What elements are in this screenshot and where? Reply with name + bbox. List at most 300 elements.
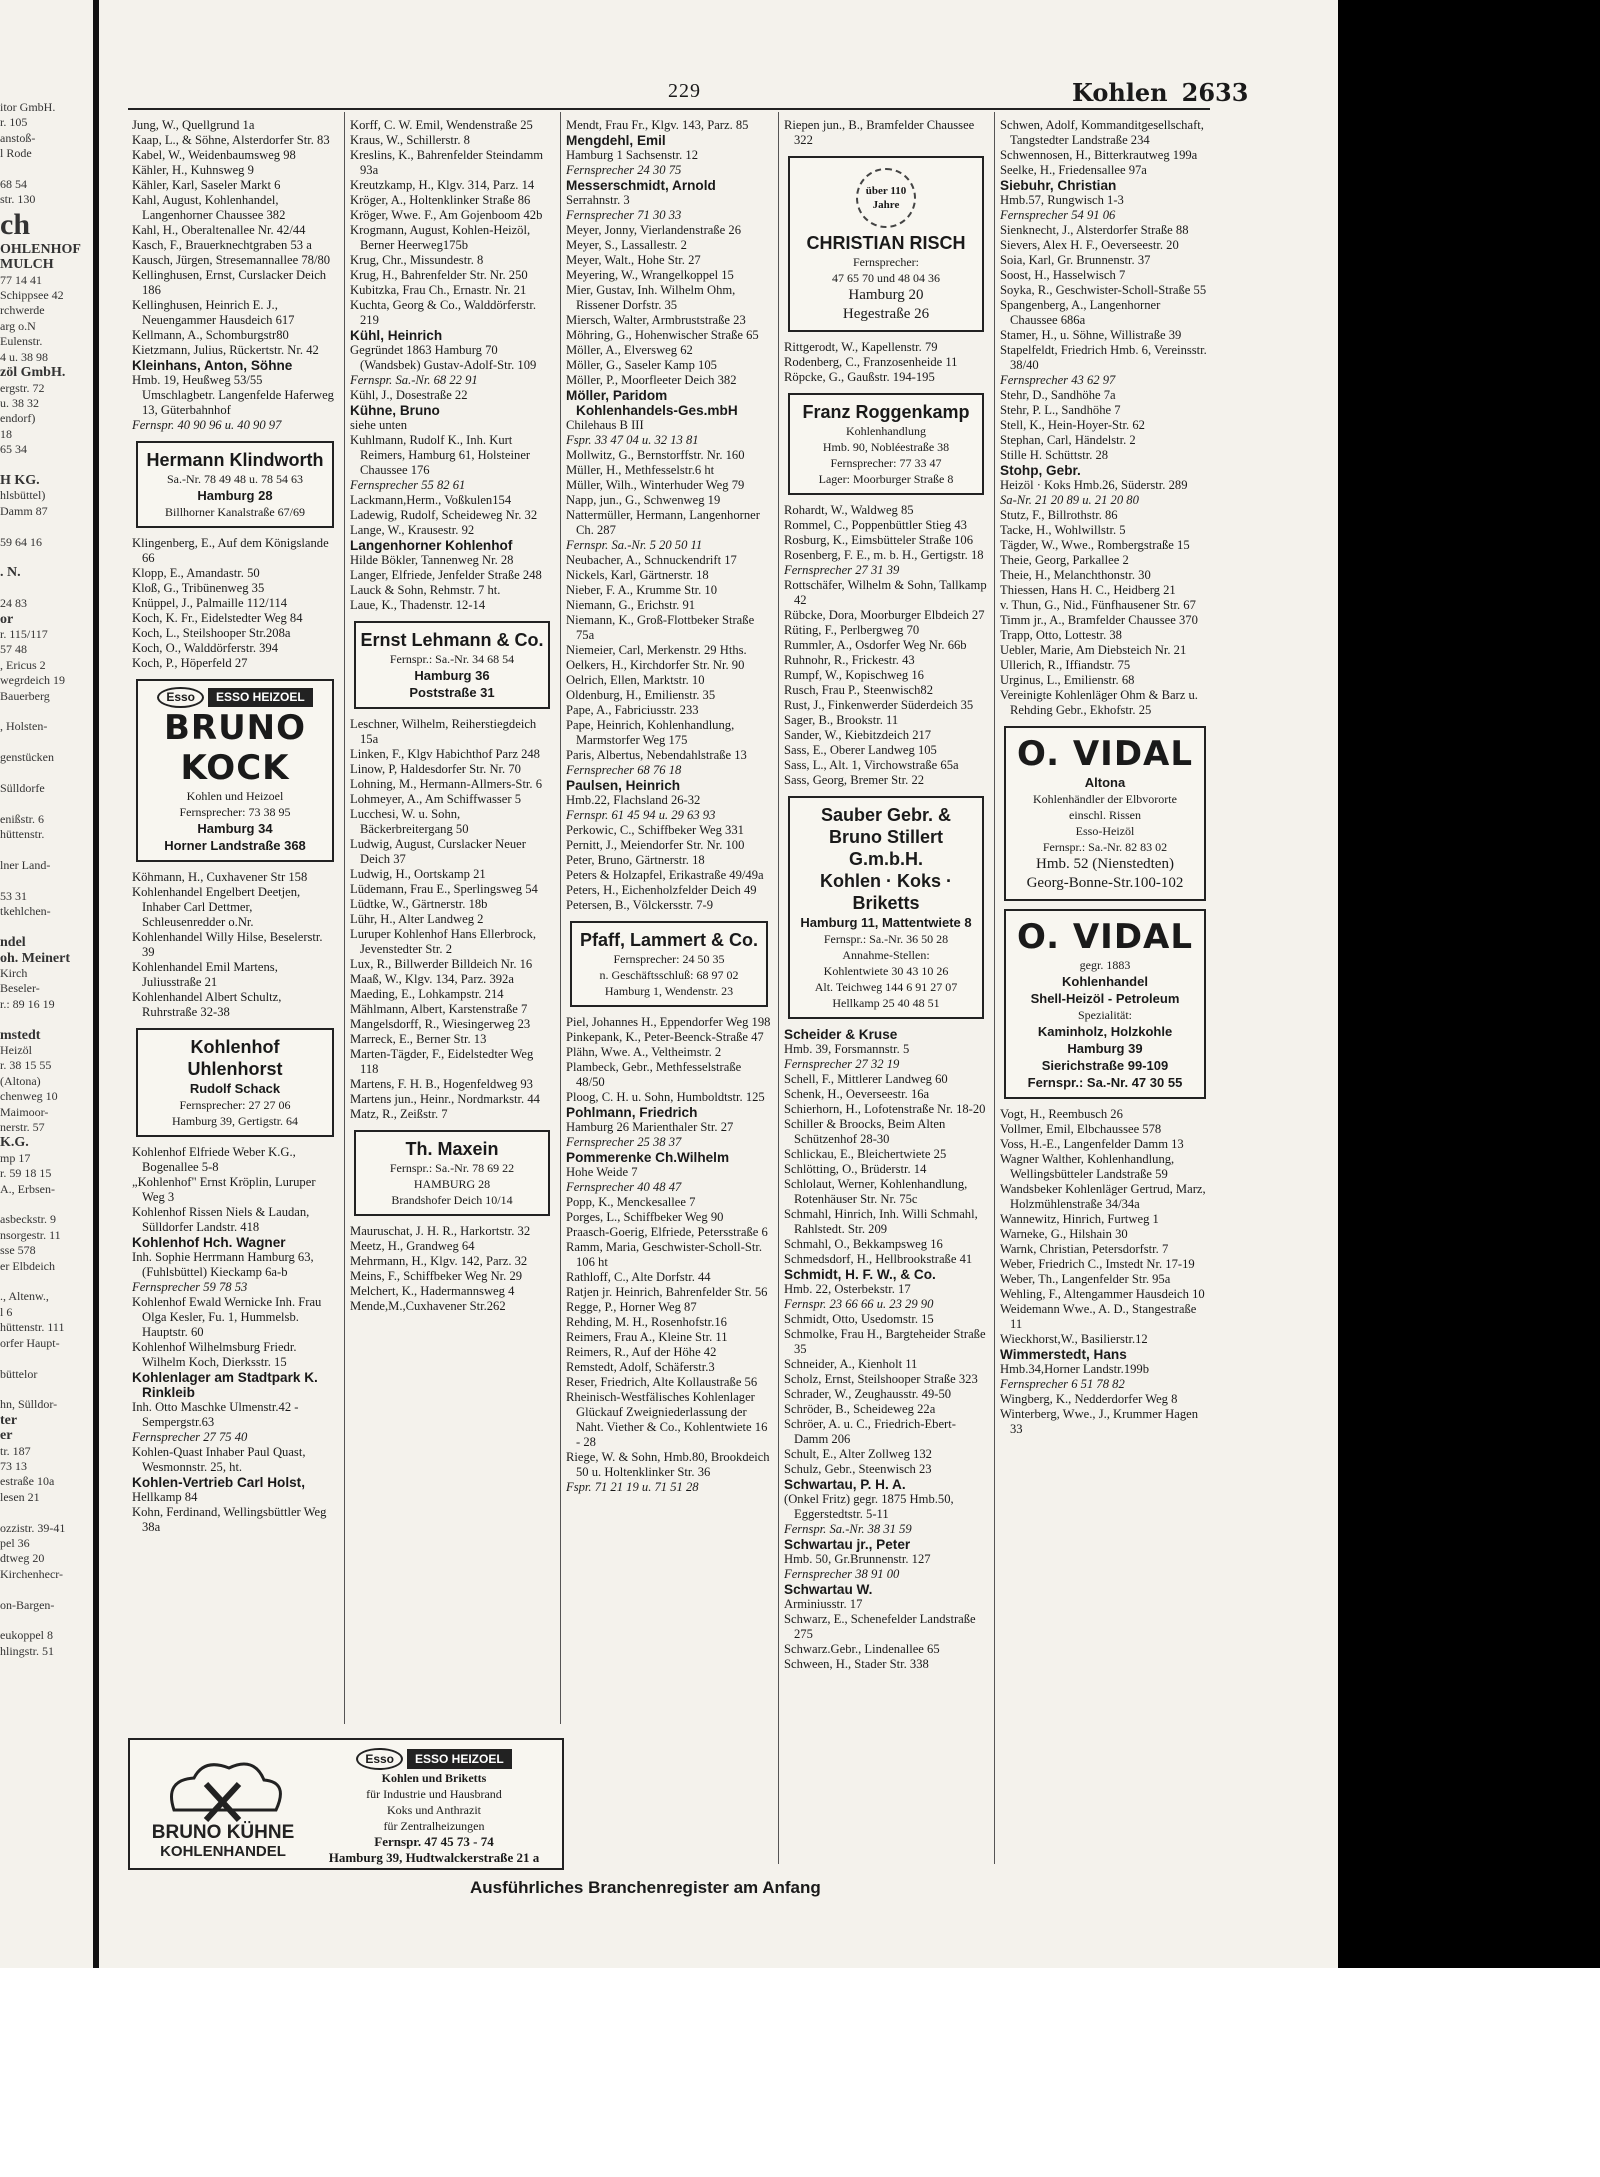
directory-entry: Wandsbeker Kohlenläger Gertrud, Marz, Holzmühlenstraße 34/34a — [1000, 1182, 1206, 1211]
ad-line: Kohlen · Koks · Briketts — [819, 871, 952, 913]
heizoel-brand: ESSO HEIZOEL — [208, 688, 313, 707]
prev-page-fragment: sse 578 — [0, 1243, 36, 1258]
directory-entry: Oelkers, H., Kirchdorfer Str. Nr. 90 — [566, 658, 745, 672]
directory-entry: Schröder, B., Scheideweg 22a — [784, 1402, 936, 1416]
directory-entry: Schwennosen, H., Bitterkrautweg 199a — [1000, 148, 1198, 162]
directory-entry: Niemeier, Carl, Merkenstr. 29 Hths. — [566, 643, 747, 657]
directory-entry: Winterberg, Wwe., J., Krummer Hagen 33 — [1000, 1407, 1199, 1436]
directory-entry: Schulz, Gebr., Steenwisch 23 — [784, 1462, 932, 1476]
ad-line: Annahme-Stellen: — [842, 948, 930, 962]
prev-page-fragment: Kirchenhecr- — [0, 1566, 64, 1581]
kuehne-logo — [144, 1750, 302, 1865]
directory-entry: Kabel, W., Weidenbaumsweg 98 — [132, 148, 296, 162]
phone-line: Fspr. 71 21 19 u. 71 51 28 — [566, 1480, 699, 1494]
directory-entry: Theie, H., Melanchthonstr. 30 — [1000, 568, 1151, 582]
prev-page-fragment: eukoppel 8 — [0, 1628, 53, 1643]
prev-page-fragment: hüttenstr. — [0, 827, 45, 842]
directory-entry: Wingberg, K., Nedderdorfer Weg 8 — [1000, 1392, 1178, 1406]
directory-entry: Lange, W., Krausestr. 92 — [350, 523, 475, 537]
directory-entry: Rodenberg, C., Franzosenheide 11 — [784, 355, 958, 369]
directory-entry: Schlickau, E., Bleichertwiete 25 — [784, 1147, 947, 1161]
prev-page-fragment — [0, 1382, 88, 1397]
prev-page-fragment: , Ericus 2 — [0, 657, 46, 672]
directory-entry: Lühr, H., Alter Landweg 2 — [350, 912, 484, 926]
prev-page-fragment: tkehlchen- — [0, 904, 51, 919]
prev-page-fragment: 4 u. 38 98 — [0, 349, 48, 364]
phone-line: Fernsprecher 43 62 97 — [1000, 373, 1116, 387]
directory-entry: Wieckhorst,W., Basilierstr.12 — [1000, 1332, 1148, 1346]
directory-entry: Möhring, G., Hohenwischer Straße 65 — [566, 328, 759, 342]
directory-entry: Röpcke, G., Gaußstr. 194-195 — [784, 370, 935, 384]
ad-line: Fernsprecher: 27 27 06 — [179, 1098, 291, 1112]
ad-line: Kohlen und Heizoel — [186, 789, 284, 803]
directory-entry: Schmidt, Otto, Usedomstr. 15 — [784, 1312, 934, 1326]
directory-entry: Plähn, Wwe. A., Veltheimstr. 2 — [566, 1045, 722, 1059]
prev-page-fragment: r. 115/117 — [0, 627, 48, 641]
ad-line: Fernspr.: Sa.-Nr. 47 30 55 — [1027, 1075, 1183, 1090]
directory-entry: Miersch, Walter, Armbruststraße 23 — [566, 313, 746, 327]
directory-entry: Chilehaus B III — [566, 418, 644, 432]
ad-line: Georg-Bonne-Str.100-102 — [1026, 875, 1184, 891]
kuehne-logo-text: BRUNO KÜHNE — [151, 1822, 295, 1843]
directory-entry: Kohlen-Quast Inhaber Paul Quast, Wesmonnstr. 25, ht. — [132, 1445, 306, 1474]
directory-entry: Weber, Friedrich C., Imstedt Nr. 17-19 — [1000, 1257, 1195, 1271]
ad-line: Poststraße 31 — [409, 685, 495, 700]
prev-page-fragment — [0, 796, 88, 811]
running-head — [1072, 78, 1248, 107]
ad-line: Brandshofer Deich 10/14 — [391, 1193, 513, 1207]
directory-entry: Sager, B., Brookstr. 11 — [784, 713, 899, 727]
directory-column-5 — [1000, 118, 1210, 1838]
prev-page-fragment: estraße 10a — [0, 1474, 55, 1489]
directory-entry: Lüdtke, W., Gärtnerstr. 18b — [350, 897, 488, 911]
prev-page-fragment: chenweg 10 — [0, 1089, 58, 1104]
directory-entry: Napp, jun., G., Schwenweg 19 — [566, 493, 721, 507]
phone-line: Sa-Nr. 21 20 89 u. 21 20 80 — [1000, 493, 1139, 507]
directory-entry: Krug, H., Bahrenfelder Str. Nr. 250 — [350, 268, 528, 282]
ad-line: O. VIDAL — [1016, 917, 1194, 957]
directory-entry: Krogmann, August, Kohlen-Heizöl, Berner Heerweg175b — [350, 223, 531, 252]
ad-line: Hellkamp 25 40 48 51 — [832, 996, 940, 1010]
directory-entry: Lucchesi, W. u. Sohn, Bäckerbreitergang 50 — [350, 807, 469, 836]
directory-entry: Kohlenhof Wilhelmsburg Friedr. Wilhelm Koch, Dierksstr. 15 — [132, 1340, 297, 1369]
directory-column-4 — [784, 118, 988, 1838]
bold-entry: Kleinhans, Anton, Söhne — [132, 358, 293, 373]
ad-line: Kohlenhändler der Elbvororte — [1033, 792, 1177, 806]
directory-entry: Kausch, Jürgen, Stresemannallee 78/80 — [132, 253, 331, 267]
directory-entry: Kröger, Wwe. F., Am Gojenboom 42b — [350, 208, 543, 222]
directory-entry: Rommel, C., Poppenbüttler Stieg 43 — [784, 518, 967, 532]
prev-page-fragment: K.G. — [0, 1135, 29, 1151]
ad-line: Fernsprecher: 73 38 95 — [179, 805, 291, 819]
directory-entry: Kohn, Ferdinand, Wellingsbüttler Weg 38a — [132, 1505, 327, 1534]
directory-entry: Serrahnstr. 3 — [566, 193, 630, 207]
prev-page-fragment: lesen 21 — [0, 1489, 40, 1504]
prev-page-fragment — [0, 1197, 88, 1212]
ad-line: HAMBURG 28 — [413, 1177, 491, 1191]
directory-entry: Neubacher, A., Schnuckendrift 17 — [566, 553, 737, 567]
prev-page-fragment: Kirch — [0, 965, 28, 980]
prev-page-fragment: 18 — [0, 426, 12, 441]
directory-entry: Peters & Holzapfel, Erikastraße 49/49a — [566, 868, 764, 882]
running-number: 2633 — [1181, 78, 1249, 107]
bold-entry: Möller, Paridom Kohlenhandels-Ges.mbH — [566, 388, 738, 418]
directory-entry: Matz, R., Zeißstr. 7 — [350, 1107, 448, 1121]
ad-line: Fernspr.: Sa.-Nr. 36 50 28 — [823, 932, 949, 946]
directory-entry: Warnk, Christian, Petersdorfstr. 7 — [1000, 1242, 1169, 1256]
bold-entry: Schwartau, P. H. A. — [784, 1477, 906, 1492]
prev-page-fragment: hlsbüttel) — [0, 488, 46, 503]
directory-entry: Stapelfeldt, Friedrich Hmb. 6, Vereinsstr. 38/40 — [1000, 343, 1207, 372]
ad-line: Hamburg 39 — [1067, 1041, 1143, 1056]
esso-logo-icon: Esso — [157, 687, 204, 708]
directory-entry: Kuchta, Georg & Co., Walddörferstr. 219 — [350, 298, 536, 327]
prev-page-fragment — [0, 874, 88, 889]
directory-entry: Rusch, Frau P., Steenwisch82 — [784, 683, 934, 697]
directory-entry: Martens jun., Heinr., Nordmarkstr. 44 — [350, 1092, 540, 1106]
directory-entry: Kähler, Karl, Saseler Markt 6 — [132, 178, 281, 192]
prev-page-fragment: enißstr. 6 — [0, 811, 44, 826]
advertisement-box — [788, 796, 984, 1019]
column-rule — [344, 112, 345, 1724]
directory-entry: Sienknecht, J., Alsterdorfer Straße 88 — [1000, 223, 1189, 237]
directory-entry: Sass, L., Alt. 1, Virchowstraße 65a — [784, 758, 959, 772]
directory-entry: Kasch, F., Brauerknechtgraben 53 a — [132, 238, 312, 252]
prev-page-fragment — [0, 1505, 88, 1520]
directory-entry: Linken, F., Klgv Habichthof Parz 248 — [350, 747, 540, 761]
directory-entry: Peter, Bruno, Gärtnerstr. 18 — [566, 853, 705, 867]
directory-entry: Ullerich, R., Iffiandstr. 75 — [1000, 658, 1131, 672]
phone-line: Fernsprecher 27 75 40 — [132, 1430, 248, 1444]
directory-entry: Inh. Sophie Herrmann Hamburg 63, (Fuhlsbüttel) Kieckamp 6a-b — [132, 1250, 314, 1279]
section-title: Kohlen — [1072, 78, 1168, 107]
phone-line: Fernsprecher 38 91 00 — [784, 1567, 900, 1581]
ad-line: Hmb. 52 (Nienstedten) — [1036, 856, 1174, 872]
directory-entry: Meyer, Walt., Hohe Str. 27 — [566, 253, 701, 267]
directory-entry: Riepen jun., B., Bramfelder Chaussee 322 — [784, 118, 975, 147]
prev-page-fragment: OHLENHOF — [0, 241, 81, 257]
ad-line: BRUNO KOCK — [163, 708, 307, 788]
prev-page-fragment: 24 83 — [0, 596, 27, 611]
directory-entry: Timm jr., A., Bramfelder Chaussee 370 — [1000, 613, 1198, 627]
directory-entry: Möller, G., Saseler Kamp 105 — [566, 358, 717, 372]
directory-entry: Seelke, H., Friedensallee 97a — [1000, 163, 1147, 177]
directory-entry: Kahl, H., Oberaltenallee Nr. 42/44 — [132, 223, 306, 237]
directory-entry: Vollmer, Emil, Elbchaussee 578 — [1000, 1122, 1162, 1136]
prev-page-fragment: l 6 — [0, 1304, 13, 1319]
directory-entry: Ruhnohr, R., Frickestr. 43 — [784, 653, 915, 667]
directory-entry: siehe unten — [350, 418, 408, 432]
prev-page-fragment — [0, 766, 88, 781]
directory-entry: Schult, E., Alter Zollweg 132 — [784, 1447, 932, 1461]
bold-entry: Schwartau jr., Peter — [784, 1537, 911, 1552]
directory-entry: Sievers, Alex H. F., Oeverseestr. 20 — [1000, 238, 1179, 252]
directory-entry: Schneider, A., Kienholt 11 — [784, 1357, 918, 1371]
prev-page-fragment: genstücken — [0, 750, 54, 765]
directory-entry: Rottschäfer, Wilhelm & Sohn, Tallkamp 42 — [784, 578, 987, 607]
directory-entry: Möller, A., Elversweg 62 — [566, 343, 693, 357]
directory-entry: Schwen, Adolf, Kommanditgesellschaft, Tangstedter Landstraße 234 — [1000, 118, 1204, 147]
prev-page-fragment: asbeckstr. 9 — [0, 1212, 56, 1227]
page-gutter — [93, 0, 99, 1968]
directory-entry: Hohe Weide 7 — [566, 1165, 638, 1179]
kuehne-ad-line: für Industrie und Hausbrand — [366, 1787, 502, 1801]
bold-entry: Siebuhr, Christian — [1000, 178, 1117, 193]
ad-line: einschl. Rissen — [1069, 808, 1141, 822]
ad-line: Ernst Lehmann & Co. — [360, 630, 544, 650]
phone-line: Fernspr. Sa.-Nr. 38 31 59 — [784, 1522, 912, 1536]
ad-line: Billhorner Kanalstraße 67/69 — [165, 505, 305, 519]
directory-entry: Stell, K., Hein-Hoyer-Str. 62 — [1000, 418, 1145, 432]
prev-page-fragment: , Holsten- — [0, 719, 48, 734]
prev-page-fragment: tr. 187 — [0, 1443, 31, 1458]
directory-entry: Melchert, K., Hadermannsweg 4 — [350, 1284, 515, 1298]
directory-entry: Köhmann, H., Cuxhavener Str 158 — [132, 870, 308, 884]
directory-entry: Kohlenhandel Willy Hilse, Beselerstr. 39 — [132, 930, 323, 959]
prev-page-fragment: endorf) — [0, 411, 36, 426]
directory-entry: Peters, H., Eichenholzfelder Deich 49 — [566, 883, 757, 897]
directory-entry: Schmolke, Frau H., Bargteheider Straße 35 — [784, 1327, 986, 1356]
directory-entry: Mehrmann, H., Klgv. 142, Parz. 32 — [350, 1254, 528, 1268]
ad-line: 47 65 70 und 48 04 36 — [832, 271, 940, 285]
directory-entry: Vogt, H., Reembusch 26 — [1000, 1107, 1123, 1121]
directory-entry: Plambeck, Gebr., Methfesselstraße 48/50 — [566, 1060, 742, 1089]
directory-entry: Koch, O., Walddörferstr. 394 — [132, 641, 279, 655]
directory-entry: Rheinisch-Westfälisches Kohlenlager Glückauf Zweigniederlassung der Naht. Viether & Co., Kohlentwiete 16 - 28 — [566, 1390, 768, 1449]
directory-entry: Perkowic, C., Schiffbeker Weg 331 — [566, 823, 744, 837]
directory-entry: Nieber, F. A., Krumme Str. 10 — [566, 583, 718, 597]
directory-entry: Kellmann, A., Schomburgstr80 — [132, 328, 289, 342]
coal-pile-icon — [144, 1750, 302, 1860]
advertisement-box — [1004, 909, 1206, 1099]
directory-entry: Stehr, P. L., Sandhöhe 7 — [1000, 403, 1121, 417]
prev-page-fragment: er Elbdeich — [0, 1258, 55, 1273]
advertisement-box — [354, 1130, 550, 1216]
ad-line: Hamburg 39, Gertigstr. 64 — [171, 1114, 299, 1128]
directory-entry: Hmb.57, Rungwisch 1-3 — [1000, 193, 1124, 207]
ad-line: Hamburg 34 — [197, 821, 273, 836]
prev-page-fragment: H KG. — [0, 472, 40, 488]
directory-entry: Müller, H., Methfesselstr.6 ht — [566, 463, 715, 477]
directory-entry: Schween, H., Stader Str. 338 — [784, 1657, 929, 1671]
prev-page-fragment: Heizöl — [0, 1042, 32, 1057]
prev-page-fragment: itor GmbH. — [0, 100, 56, 114]
advertisement-box — [136, 1028, 334, 1137]
directory-entry: Rüting, F., Perlbergweg 70 — [784, 623, 920, 637]
directory-entry: Kreutzkamp, H., Klgv. 314, Parz. 14 — [350, 178, 535, 192]
directory-entry: Pinkepank, K., Peter-Beenck-Straße 47 — [566, 1030, 764, 1044]
directory-entry: Weber, Th., Langenfelder Str. 95a — [1000, 1272, 1171, 1286]
directory-entry: Rust, J., Finkenwerder Süderdeich 35 — [784, 698, 974, 712]
prev-page-fragment — [0, 581, 88, 596]
prev-page-fragment: 65 34 — [0, 442, 27, 457]
directory-entry: Gegründet 1863 Hamburg 70 (Wandsbek) Gustav-Adolf-Str. 109 — [350, 343, 537, 372]
bold-entry: Scheider & Kruse — [784, 1027, 898, 1042]
directory-entry: Reser, Friedrich, Alte Kollaustraße 56 — [566, 1375, 758, 1389]
ad-line: Sierichstraße 99-109 — [1041, 1058, 1169, 1073]
directory-entry: Praasch-Goerig, Elfriede, Petersstraße 6 — [566, 1225, 768, 1239]
bold-entry: Kohlenhof Hch. Wagner — [132, 1235, 286, 1250]
prev-page-fragment — [0, 920, 88, 935]
directory-entry: Pernitt, J., Meiendorfer Str. Nr. 100 — [566, 838, 745, 852]
ad-line: Hermann Klindworth — [146, 450, 324, 470]
prev-page-fragment: Beseler- — [0, 981, 40, 996]
kuehne-logo-sub: KOHLENHANDEL — [160, 1843, 286, 1860]
advertisement-box — [136, 679, 334, 862]
directory-entry: Kreslins, K., Bahrenfelder Steindamm 93a — [350, 148, 544, 177]
directory-entry: Meetz, H., Grandweg 64 — [350, 1239, 475, 1253]
prev-page-fragment: 77 14 41 — [0, 272, 42, 287]
ad-line: Kohlenhof Uhlenhorst — [187, 1037, 283, 1079]
directory-entry: Heizöl · Koks Hmb.26, Süderstr. 289 — [1000, 478, 1188, 492]
directory-entry: Nickels, Karl, Gärtnerstr. 18 — [566, 568, 709, 582]
directory-entry: Mendt, Frau Fr., Klgv. 143, Parz. 85 — [566, 118, 749, 132]
prev-page-fragment: l Rode — [0, 146, 32, 161]
prev-page-fragment — [0, 1274, 88, 1289]
advertisement-box — [788, 156, 984, 332]
prev-page-fragment: anstoß- — [0, 130, 36, 145]
ad-line: Bruno Stillert G.m.b.H. — [828, 827, 943, 869]
prev-page-fragment — [0, 1012, 88, 1027]
directory-entry: Maaß, W., Klgv. 134, Parz. 392a — [350, 972, 514, 986]
directory-entry: Ladewig, Rudolf, Scheideweg Nr. 32 — [350, 508, 538, 522]
prev-page-fragment: hüttenstr. 111 — [0, 1320, 65, 1335]
directory-entry: Rumpf, W., Kopischweg 16 — [784, 668, 924, 682]
prev-page-fragment: dtweg 20 — [0, 1551, 45, 1566]
prev-page-fragment: zöl GmbH. — [0, 365, 66, 381]
directory-entry: Mählmann, Albert, Karstenstraße 7 — [350, 1002, 528, 1016]
directory-entry: Langer, Elfriede, Jenfelder Straße 248 — [350, 568, 542, 582]
directory-column-2 — [350, 118, 554, 1730]
kuehne-ad-line: Fernspr. 47 45 73 - 74 — [374, 1834, 494, 1849]
directory-entry: Kohlenhandel Engelbert Deetjen, Inhaber Carl Dettmer, Schleusenredder o.Nr. — [132, 885, 301, 929]
directory-entry: Hmb.22, Flachsland 26-32 — [566, 793, 701, 807]
ad-line: Hamburg 11, Mattentwiete 8 — [800, 915, 972, 930]
ad-line: Fernsprecher: 77 33 47 — [830, 456, 942, 470]
bold-entry: Pommerenke Ch.Wilhelm — [566, 1150, 730, 1165]
directory-entry: Kloß, G., Tribünenweg 35 — [132, 581, 265, 595]
prev-page-fragment: r.: 89 16 19 — [0, 996, 55, 1011]
phone-line: Fspr. 33 47 04 u. 32 13 81 — [566, 433, 699, 447]
directory-entry: Ludwig, H., Oortskamp 21 — [350, 867, 486, 881]
kuehne-ad-line: für Zentralheizungen — [383, 1819, 485, 1833]
prev-page-fragment: on-Bargen- — [0, 1597, 55, 1612]
directory-entry: Wehling, F., Altengammer Hausdeich 10 — [1000, 1287, 1205, 1301]
advertisement-box — [354, 621, 550, 709]
directory-entry: Kohlenhof Elfriede Weber K.G., Bogenallee 5-8 — [132, 1145, 296, 1174]
directory-entry: Tägder, W., Wwe., Rombergstraße 15 — [1000, 538, 1190, 552]
prev-page-fragment: ergstr. 72 — [0, 380, 45, 395]
prev-page-fragment: or — [0, 611, 14, 627]
prev-page-fragment: ndel — [0, 935, 26, 951]
phone-line: Fernsprecher 55 82 61 — [350, 478, 466, 492]
directory-entry: Meyer, Jonny, Vierlandenstraße 26 — [566, 223, 742, 237]
prev-page-fragment: lner Land- — [0, 858, 51, 873]
previous-page-edge — [0, 100, 88, 1960]
prev-page-fragment: Damm 87 — [0, 503, 48, 518]
header-rule — [128, 108, 1210, 110]
directory-entry: Kohlenhandel Emil Martens, Juliusstraße 21 — [132, 960, 278, 989]
directory-entry: Theie, Georg, Parkallee 2 — [1000, 553, 1129, 567]
ad-line: Alt. Teichweg 144 6 91 27 07 — [814, 980, 958, 994]
prev-page-fragment: oh. Meinert — [0, 950, 70, 966]
ad-line: Kaminholz, Holzkohle — [1037, 1024, 1173, 1039]
ad-line: Hmb. 90, Nobléestraße 38 — [822, 440, 950, 454]
phone-line: Fernsprecher 54 91 06 — [1000, 208, 1116, 222]
directory-entry: Niemann, K., Groß-Flottbeker Straße 75a — [566, 613, 755, 642]
prev-page-fragment: Maimoor- — [0, 1104, 49, 1119]
prev-page-fragment: Eulenstr. — [0, 334, 43, 349]
directory-entry: Soost, H., Hasselwisch 7 — [1000, 268, 1126, 282]
prev-page-fragment: (Altona) — [0, 1073, 41, 1088]
directory-entry: Sass, E., Oberer Landweg 105 — [784, 743, 937, 757]
bold-entry: Messerschmidt, Arnold — [566, 178, 716, 193]
ad-line: Fernspr.: Sa.-Nr. 82 83 02 — [1042, 840, 1168, 854]
directory-entry: Klopp, E., Amandastr. 50 — [132, 566, 260, 580]
directory-entry: Scholz, Ernst, Steilshooper Straße 323 — [784, 1372, 978, 1386]
directory-entry: Schlolaut, Werner, Kohlenhandlung, Rotenhäuser Str. Nr. 75c — [784, 1177, 968, 1206]
directory-entry: Oldenburg, H., Emilienstr. 35 — [566, 688, 716, 702]
directory-entry: Hmb. 39, Forsmannstr. 5 — [784, 1042, 910, 1056]
directory-entry: Schmahl, O., Bekkampsweg 16 — [784, 1237, 943, 1251]
directory-entry: Warneke, G., Hilshain 30 — [1000, 1227, 1128, 1241]
bold-entry: Kohlenlager am Stadtpark K. Rinkleib — [132, 1370, 318, 1400]
directory-entry: Kellinghusen, Ernst, Curslacker Deich 186 — [132, 268, 327, 297]
directory-entry: Schrader, W., Zeughausstr. 49-50 — [784, 1387, 952, 1401]
bold-entry: Schwartau W. — [784, 1582, 873, 1597]
ad-line: Shell-Heizöl - Petroleum — [1030, 991, 1180, 1006]
ad-line: gegr. 1883 — [1079, 958, 1131, 972]
directory-entry: Rosenberg, F. E., m. b. H., Gertigstr. 18 — [784, 548, 984, 562]
prev-page-fragment: . N. — [0, 565, 21, 581]
directory-entry: Inh. Otto Maschke Ulmenstr.42 - Sempergstr.63 — [132, 1400, 299, 1429]
prev-page-fragment — [0, 1351, 88, 1366]
prev-page-fragment: nerstr. 57 — [0, 1120, 45, 1134]
directory-entry: Mangelsdorff, R., Wiesingerweg 23 — [350, 1017, 531, 1031]
advertisement-box — [136, 441, 334, 528]
prev-page-fragment — [0, 843, 88, 858]
ad-line: Hegestraße 26 — [842, 306, 930, 322]
directory-entry: Ploog, C. H. u. Sohn, Humboldtstr. 125 — [566, 1090, 765, 1104]
directory-entry: Thiessen, Hans H. C., Heidberg 21 — [1000, 583, 1176, 597]
phone-line: Fernsprecher 71 30 33 — [566, 208, 682, 222]
column-rule — [994, 112, 995, 1864]
directory-entry: Ratjen jr. Heinrich, Bahrenfelder Str. 56 — [566, 1285, 768, 1299]
directory-entry: Meyering, W., Wrangelkoppel 15 — [566, 268, 734, 282]
directory-entry: Porges, L., Schiffbeker Weg 90 — [566, 1210, 724, 1224]
directory-entry: Reimers, R., Auf der Höhe 42 — [566, 1345, 717, 1359]
prev-page-fragment: ch — [0, 207, 30, 241]
directory-entry: Ludwig, August, Curslacker Neuer Deich 37 — [350, 837, 526, 866]
prev-page-fragment — [0, 1582, 88, 1597]
directory-entry: Müller, Wilh., Winterhuder Weg 79 — [566, 478, 745, 492]
directory-entry: Kaap, L., & Söhne, Alsterdorfer Str. 83 — [132, 133, 330, 147]
ad-line: Fernspr.: Sa.-Nr. 78 69 22 — [389, 1161, 515, 1175]
directory-entry: Oelrich, Ellen, Marktstr. 10 — [566, 673, 705, 687]
prev-page-fragment: mp 17 — [0, 1150, 31, 1165]
prev-page-fragment: ozzistr. 39-41 — [0, 1520, 66, 1535]
directory-entry: Lüdemann, Frau E., Sperlingsweg 54 — [350, 882, 538, 896]
directory-entry: Mier, Gustav, Inh. Wilhelm Ohm, Rissener Dorfstr. 35 — [566, 283, 736, 312]
ad-line: Altona — [1084, 775, 1126, 790]
directory-entry: Kraus, W., Schillerstr. 8 — [350, 133, 470, 147]
phone-line: Fernsprecher 27 32 19 — [784, 1057, 900, 1071]
prev-page-fragment: pel 36 — [0, 1535, 30, 1550]
prev-page-fragment: u. 38 32 — [0, 395, 39, 410]
directory-column-3 — [566, 118, 772, 1838]
directory-entry: Meins, F., Schiffbeker Weg Nr. 29 — [350, 1269, 523, 1283]
phone-line: Fernsprecher 6 51 78 82 — [1000, 1377, 1125, 1391]
